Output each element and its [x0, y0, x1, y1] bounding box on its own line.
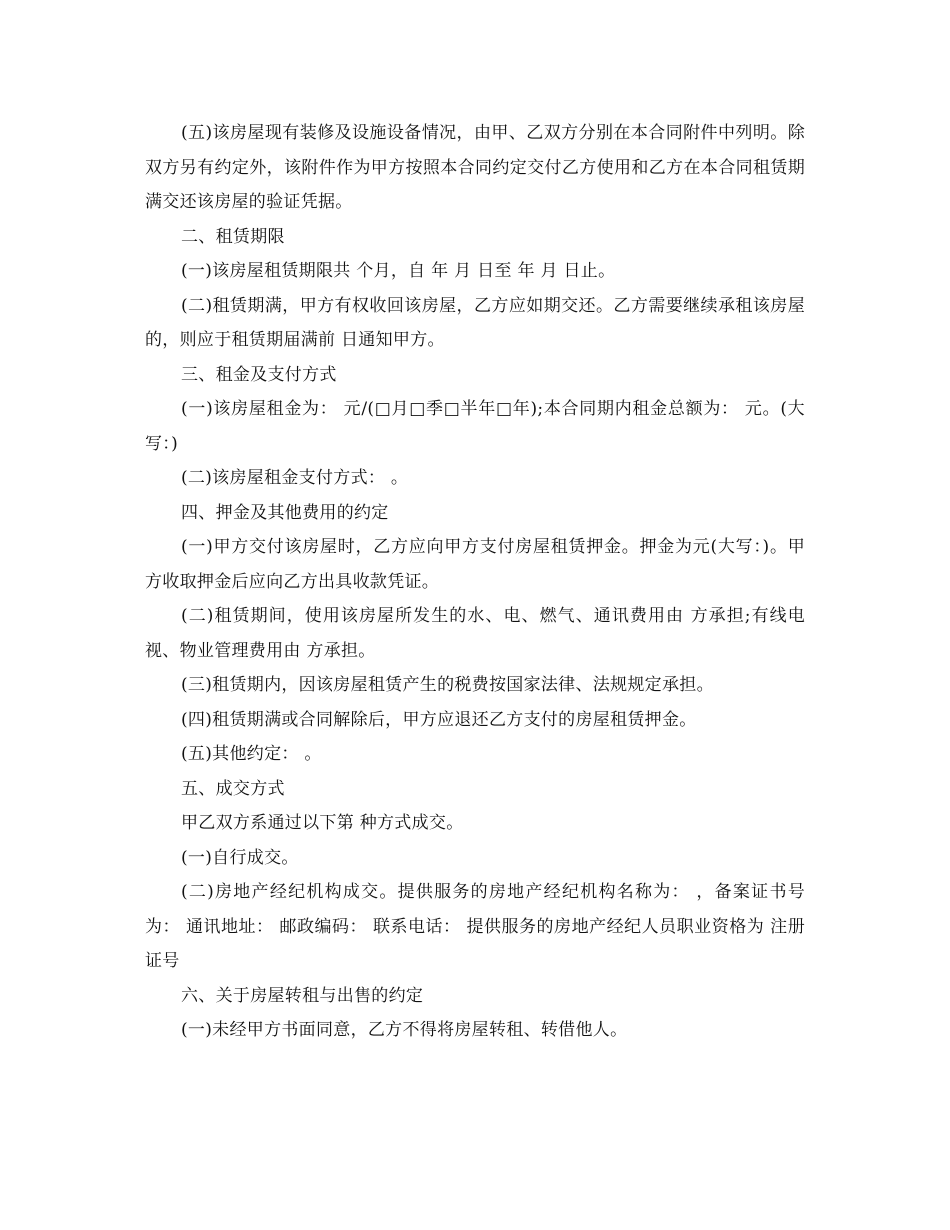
- clause-5-2-agency-deal: (二)房地产经纪机构成交。提供服务的房地产经纪机构名称为： ，备案证书号为： 通讯地址： 邮政编码： 联系电话： 提供服务的房地产经纪人员职业资格为 注册证号: [145, 882, 805, 971]
- section-5-heading: 五、成交方式: [181, 778, 285, 799]
- section-2-heading: 二、租赁期限: [181, 226, 285, 247]
- clause-3-1-rent-amount: (一)该房屋租金为： 元/(□月□季□半年□年);本合同期内租金总额为： 元。(大写：): [145, 399, 805, 454]
- section-3-heading: 三、租金及支付方式: [181, 364, 337, 385]
- clause-2-2-lease-expiry: (二)租赁期满，甲方有权收回该房屋，乙方应如期交还。乙方需要继续承租该房屋的，则应于租赁期届满前 日通知甲方。: [145, 295, 805, 350]
- section-5-intro: 甲乙双方系通过以下第 种方式成交。: [181, 813, 464, 833]
- clause-3-2-payment-method: (二)该房屋租金支付方式： 。: [181, 468, 409, 488]
- document-body: [145, 116, 805, 1048]
- clause-6-1-sublease: (一)未经甲方书面同意，乙方不得将房屋转租、转借他人。: [181, 1020, 628, 1040]
- clause-4-1-deposit: (一)甲方交付该房屋时，乙方应向甲方支付房屋租赁押金。押金为元(大写：)。甲方收取押金后应向乙方出具收款凭证。: [145, 537, 805, 592]
- clause-4-4-deposit-refund: (四)租赁期满或合同解除后，甲方应退还乙方支付的房屋租赁押金。: [181, 709, 697, 730]
- clause-2-1-lease-term: (一)该房屋租赁期限共 个月，自 年 月 日至 年 月 日止。: [181, 261, 616, 281]
- clause-5-fixtures: (五)该房屋现有装修及设施设备情况，由甲、乙双方分别在本合同附件中列明。除双方另有约定外，该附件作为甲方按照本合同约定交付乙方使用和乙方在本合同租赁期满交还该房屋的验证凭据。: [145, 123, 805, 212]
- clause-5-1-self-deal: (一)自行成交。: [181, 847, 299, 868]
- section-6-heading: 六、关于房屋转租与出售的约定: [181, 985, 424, 1006]
- clause-4-2-utilities: (二)租赁期间，使用该房屋所发生的水、电、燃气、通讯费用由 方承担;有线电视、物业管理费用由 方承担。: [145, 606, 805, 661]
- clause-4-5-other: (五)其他约定： 。: [181, 744, 322, 764]
- section-4-heading: 四、押金及其他费用的约定: [181, 502, 389, 523]
- clause-4-3-taxes: (三)租赁期内，因该房屋租赁产生的税费按国家法律、法规规定承担。: [181, 675, 714, 695]
